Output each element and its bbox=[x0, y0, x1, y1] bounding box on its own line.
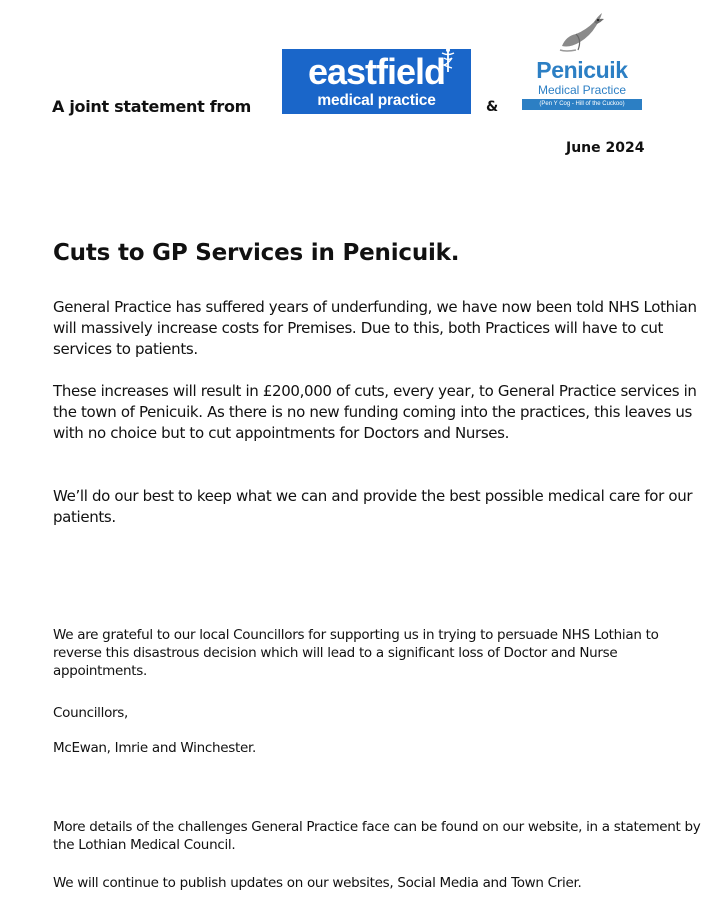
paragraph-gratitude: We are grateful to our local Councillors for supporting us in trying to persuade NHS Lothian to reverse this disastrous decision which will lead to a significant loss of Doctor and Nurse appointments. bbox=[53, 627, 659, 679]
penicuik-logo-subtitle: Medical Practice bbox=[537, 83, 627, 97]
eastfield-logo-subtitle: medical practice bbox=[317, 92, 436, 109]
caduceus-icon bbox=[441, 47, 455, 73]
councillors-names: McEwan, Imrie and Winchester. bbox=[53, 740, 256, 756]
councillors-label: Councillors, bbox=[53, 705, 129, 721]
penicuik-logo-word: Penicuik bbox=[536, 57, 628, 83]
paragraph-cuts: These increases will result in £200,000 of cuts, every year, to General Practice services in the town of Penicuik. As there is no new funding coming into the practices, this leaves us with no choice but to cut appointments for Doctors and Nurses. bbox=[53, 382, 697, 442]
ampersand: & bbox=[486, 99, 499, 115]
paragraph-best-care: We’ll do our best to keep what we can and provide the best possible medical care for our patients. bbox=[53, 487, 693, 526]
statement-date: June 2024 bbox=[566, 140, 645, 156]
paragraph-underfunding: General Practice has suffered years of underfunding, we have now been told NHS Lothian will massively increase costs for Premises. Due to this, both Practices will have to cut services to patients. bbox=[53, 298, 697, 358]
paragraph-updates: We will continue to publish updates on our websites, Social Media and Town Crier. bbox=[53, 875, 582, 891]
paragraph-more-details: More details of the challenges General Practice face can be found on our website, in a statement by the Lothian Medical Council. bbox=[53, 819, 701, 853]
eastfield-logo-word: eastfield bbox=[307, 51, 446, 92]
penicuik-logo-tagline: (Pen Y Cog - Hill of the Cuckoo) bbox=[522, 99, 642, 110]
cuckoo-bird-icon bbox=[556, 10, 608, 56]
page-title: Cuts to GP Services in Penicuik. bbox=[53, 240, 460, 266]
joint-statement-intro: A joint statement from bbox=[52, 97, 252, 116]
